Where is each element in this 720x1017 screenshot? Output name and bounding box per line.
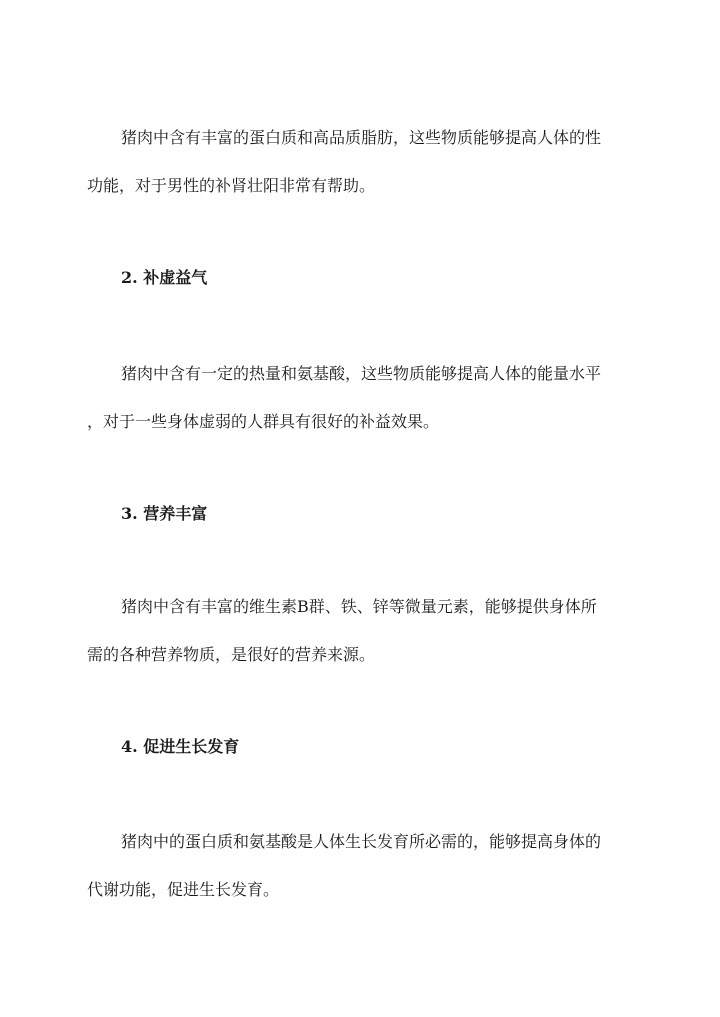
paragraph-line: 猪肉中含有丰富的蛋白质和高品质脂肪，这些物质能够提高人体的性 [121, 128, 602, 147]
paragraph-line: 猪肉中含有丰富的维生素B群、铁、锌等微量元素，能够提供身体所 [121, 597, 597, 616]
paragraph-tonify-deficiency [87, 350, 647, 446]
paragraph-line: 猪肉中含有一定的热量和氨基酸，这些物质能够提高人体的能量水平 [121, 364, 602, 383]
section-heading-growth: 4. 促进生长发育 [121, 737, 240, 756]
section-heading-tonify-deficiency: 2. 补虚益气 [121, 268, 208, 287]
paragraph-line: 需的各种营养物质，是很好的营养来源。 [87, 645, 376, 664]
paragraph-line: ，对于一些身体虚弱的人群具有很好的补益效果。 [87, 412, 440, 431]
paragraph-line: 功能，对于男性的补肾壮阳非常有帮助。 [87, 176, 376, 195]
paragraph-sexual-function [87, 114, 647, 210]
paragraph-line: 代谢功能，促进生长发育。 [87, 880, 280, 899]
section-heading-rich-nutrition: 3. 营养丰富 [121, 504, 208, 523]
paragraph-growth [87, 818, 647, 914]
paragraph-line: 猪肉中的蛋白质和氨基酸是人体生长发育所必需的，能够提高身体的 [121, 832, 602, 851]
paragraph-rich-nutrition [87, 583, 647, 679]
